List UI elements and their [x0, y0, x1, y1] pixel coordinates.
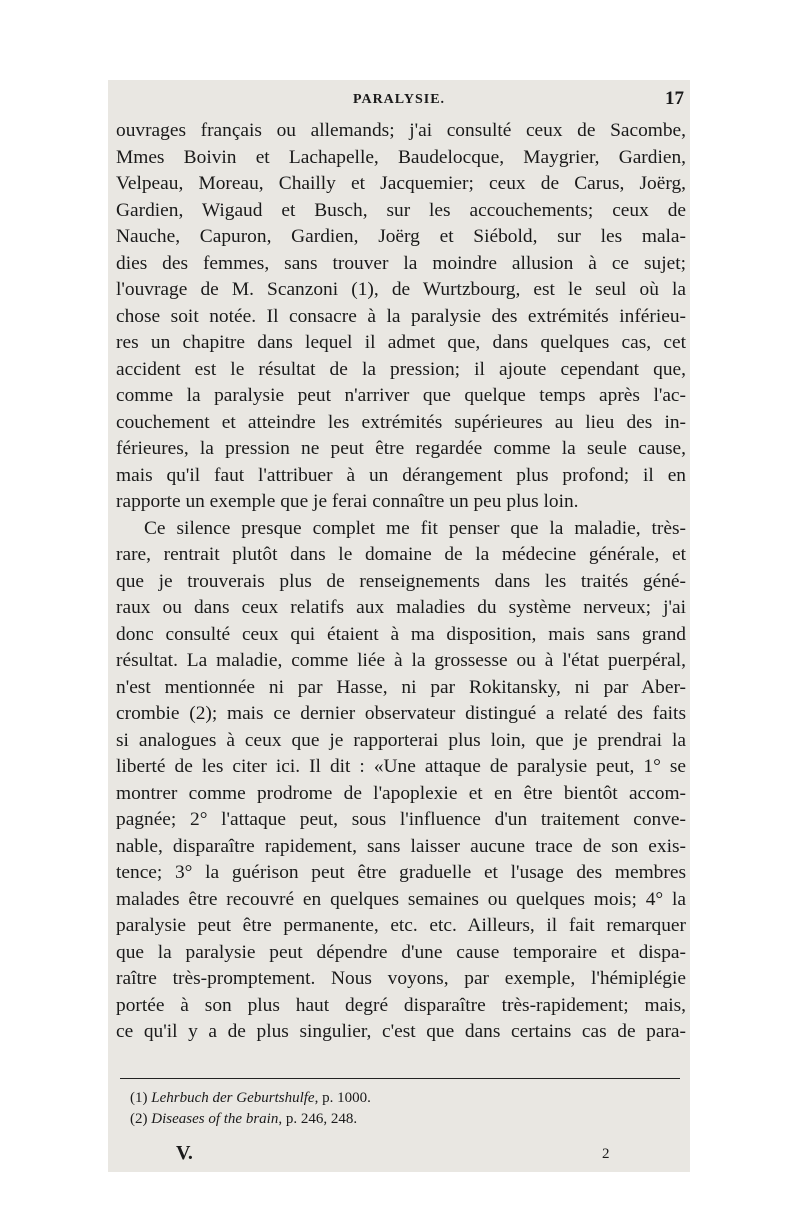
running-title: PARALYSIE. [352, 92, 446, 107]
text-line: rapporte un exemple que je ferai connaître un peu plus loin. [116, 491, 579, 512]
text-line: donc consulté ceux qui étaient à ma disposition, mais sans grand [116, 623, 686, 645]
text-line: malades être recouvré en quelques semaines ou quelques mois; 4° la [116, 888, 686, 910]
footnote-marker: (2) [130, 1111, 148, 1127]
text-line: liberté de les citer ici. Il dit : «Une attaque de paralysie peut, 1° se [116, 756, 686, 777]
footnote [130, 1109, 680, 1130]
text-line: que je trouverais plus de renseignements dans les traités géné- [116, 570, 686, 592]
text-line: n'est mentionnée ni par Hasse, ni par Rokitansky, ni par Aber- [116, 676, 686, 698]
text-line: férieures, la pression ne peut être regardée comme la seule cause, [116, 438, 686, 459]
signature-mark: V. [176, 1142, 193, 1164]
text-line: rare, rentrait plutôt dans le domaine de la médecine générale, et [116, 544, 686, 565]
book-page [108, 80, 690, 1172]
text-line: res un chapitre dans lequel il admet que, dans quelques cas, cet [116, 332, 686, 353]
text-line: si analogues à ceux que je rapporterai plus loin, que je prendrai la [116, 729, 686, 751]
signature-number: 2 [602, 1146, 610, 1162]
page-number: 17 [665, 88, 684, 109]
text-line: résultat. La maladie, comme liée à la grossesse ou à l'état puerpéral, [116, 650, 686, 671]
footnotes [130, 1088, 680, 1130]
text-line: montrer comme prodrome de l'apoplexie et en être bientôt accom- [116, 782, 686, 804]
text-line: mais qu'il faut l'attribuer à un dérangement plus profond; il en [116, 464, 686, 486]
text-line: l'ouvrage de M. Scanzoni (1), de Wurtzbourg, est le seul où la [116, 279, 686, 300]
footnote-ref: , p. 1000. [314, 1090, 371, 1106]
text-line: nable, disparaître rapidement, sans laisser aucune trace de son exis- [116, 835, 686, 857]
text-line: tence; 3° la guérison peut être graduelle et l'usage des membres [116, 862, 686, 883]
footnote-marker: (1) [130, 1090, 148, 1106]
text-line: raître très-promptement. Nous voyons, par exemple, l'hémiplégie [116, 968, 686, 989]
page-header [108, 88, 690, 112]
footnote-rule [120, 1078, 680, 1079]
text-line: crombie (2); mais ce dernier observateur distingué a relaté des faits [116, 703, 686, 724]
text-line: Nauche, Capuron, Gardien, Joërg et Siébold, sur les mala- [116, 226, 686, 247]
text-line: dies des femmes, sans trouver la moindre allusion à ce sujet; [116, 252, 686, 274]
text-line: pagnée; 2° l'attaque peut, sous l'influence d'un traitement conve- [116, 809, 686, 830]
text-line: chose soit notée. Il consacre à la paralysie des extrémités inférieu- [116, 305, 686, 327]
text-line: Mmes Boivin et Lachapelle, Baudelocque, Maygrier, Gardien, [116, 146, 686, 168]
text-line: portée à son plus haut degré disparaître très-rapidement; mais, [116, 994, 686, 1016]
text-line: raux ou dans ceux relatifs aux maladies du système nerveux; j'ai [116, 597, 686, 618]
text-line: paralysie peut être permanente, etc. etc. Ailleurs, il fait remarquer [116, 915, 686, 936]
body-text [116, 118, 686, 1046]
text-line: ouvrages français ou allemands; j'ai consulté ceux de Sacombe, [116, 120, 686, 141]
footnote-title: Diseases of the brain [151, 1111, 279, 1127]
text-line: Velpeau, Moreau, Chailly et Jacquemier; ceux de Carus, Joërg, [116, 173, 686, 194]
text-line: Ce silence presque complet me fit penser que la maladie, très- [144, 517, 686, 539]
text-line: accident est le résultat de la pression; il ajoute cependant que, [116, 358, 686, 380]
text-line: comme la paralysie peut n'arriver que quelque temps après l'ac- [116, 385, 686, 406]
footnote [130, 1088, 680, 1109]
text-line: Gardien, Wigaud et Busch, sur les accouchements; ceux de [116, 199, 686, 221]
text-line: couchement et atteindre les extrémités supérieures au lieu des in- [116, 411, 686, 433]
footnote-ref: , p. 246, 248. [278, 1111, 358, 1127]
text-line: que la paralysie peut dépendre d'une cause temporaire et dispa- [116, 941, 686, 963]
footnote-title: Lehrbuch der Geburtshulfe [151, 1090, 315, 1106]
text-line: ce qu'il y a de plus singulier, c'est que dans certains cas de para- [116, 1021, 686, 1042]
